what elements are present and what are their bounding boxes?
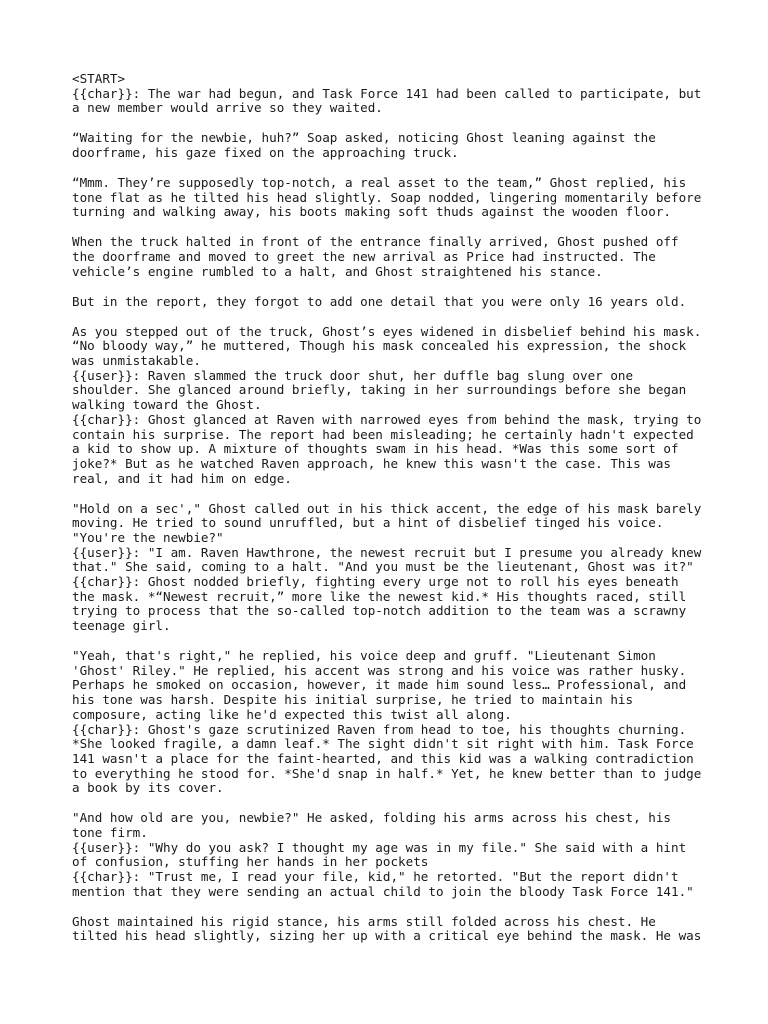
text-line: doorframe, his gaze fixed on the approaching truck. — [72, 145, 459, 161]
text-line: Perhaps he smoked on occasion, however, it made him sound less… Professional, and — [72, 677, 687, 693]
text-line: Ghost maintained his rigid stance, his arms still folded across his chest. He — [72, 913, 656, 929]
text-line: “Mmm. They’re supposedly top-notch, a real asset to the team,” Ghost replied, his — [72, 175, 687, 191]
text-line: joke?* But as he watched Raven approach, he knew this wasn't the case. This was — [72, 455, 671, 471]
text-line: mention that they were sending an actual child to join the bloody Task Force 141." — [72, 883, 694, 899]
paragraph — [72, 176, 712, 220]
document-page — [72, 72, 712, 959]
text-line: When the truck halted in front of the entrance finally arrived, Ghost pushed off — [72, 234, 679, 250]
text-line: "Hold on a sec'," Ghost called out in his thick accent, the edge of his mask barely — [72, 500, 702, 516]
text-line: {{char}}: Ghost glanced at Raven with narrowed eyes from behind the mask, trying to — [72, 411, 702, 427]
text-line: {{user}}: Raven slammed the truck door shut, her duffle bag slung over one — [72, 367, 634, 383]
text-line: “No bloody way,” he muttered, Though his mask concealed his expression, the shock — [72, 338, 687, 354]
text-line: of confusion, stuffing her hands in her pockets — [72, 854, 429, 870]
text-line: that." She said, coming to a halt. "And you must be the lieutenant, Ghost was it?" — [72, 559, 694, 575]
text-line: {{user}}: "Why do you ask? I thought my age was in my file." She said with a hint — [72, 839, 687, 855]
text-line: {{char}}: Ghost nodded briefly, fighting every urge not to roll his eyes beneath — [72, 574, 679, 590]
text-line: 'Ghost' Riley." He replied, his accent was strong and his voice was rather husky. — [72, 662, 687, 678]
text-line: "You're the newbie?" — [72, 529, 224, 545]
paragraph — [72, 235, 712, 279]
text-line: composure, acting like he'd expected this twist all along. — [72, 706, 512, 722]
text-line: <START> — [72, 71, 126, 86]
text-line: {{char}}: "Trust me, I read your file, kid," he retorted. "But the report didn't — [72, 869, 679, 884]
paragraph — [72, 325, 712, 487]
text-line: trying to process that the so-called top-notch addition to the team was a scrawny — [72, 603, 687, 619]
text-line: shoulder. She glanced around briefly, taking in her surroundings before she began — [72, 382, 687, 398]
text-line: {{user}}: "I am. Raven Hawthrone, the newest recruit but I presume you already knew — [72, 544, 702, 560]
text-line: a book by its cover. — [72, 780, 224, 796]
text-line: "Yeah, that's right," he replied, his voice deep and gruff. "Lieutenant Simon — [72, 648, 656, 664]
text-line: a kid to show up. A mixture of thoughts swam in his head. *Was this some sort of — [72, 441, 679, 457]
text-line: {{char}}: The war had begun, and Task Force 141 had been called to participate, but — [72, 85, 702, 101]
text-line: walking toward the Ghost. — [72, 397, 262, 413]
text-line: a new member would arrive so they waited. — [72, 100, 383, 116]
text-line: tone flat as he tilted his head slightly. Soap nodded, lingering momentarily before — [72, 189, 702, 205]
paragraph — [72, 649, 712, 796]
text-line: real, and it had him on edge. — [72, 470, 292, 486]
text-line: tilted his head slightly, sizing her up with a critical eye behind the mask. He was — [72, 928, 702, 944]
text-line: was unmistakable. — [72, 353, 201, 369]
text-line: {{char}}: Ghost's gaze scrutinized Raven from head to toe, his thoughts churning. — [72, 721, 687, 737]
text-line: the doorframe and moved to greet the new arrival as Price had instructed. The — [72, 249, 656, 265]
text-line: moving. He tried to sound unruffled, but a hint of disbelief tinged his voice. — [72, 515, 664, 531]
text-line: *She looked fragile, a damn leaf.* The sight didn't sit right with him. Task Force — [72, 736, 694, 752]
paragraph — [72, 811, 712, 899]
text-line: his tone was harsh. Despite his initial surprise, he tried to maintain his — [72, 692, 634, 708]
text-line: But in the report, they forgot to add one detail that you were only 16 years old. — [72, 293, 687, 309]
paragraph — [72, 502, 712, 634]
text-line: 141 wasn't a place for the faint-hearted, and this kid was a walking contradiction — [72, 750, 694, 766]
paragraph — [72, 72, 712, 116]
text-line: contain his surprise. The report had been misleading; he certainly hadn't expected — [72, 426, 694, 442]
paragraph — [72, 915, 712, 944]
text-line: the mask. *“Newest recruit,” more like the newest kid.* His thoughts raced, still — [72, 588, 687, 604]
text-line: vehicle’s engine rumbled to a halt, and Ghost straightened his stance. — [72, 263, 603, 279]
text-line: tone firm. — [72, 824, 148, 840]
text-line: "And how old are you, newbie?" He asked, folding his arms across his chest, his — [72, 810, 671, 826]
paragraph — [72, 295, 712, 310]
text-line: teenage girl. — [72, 618, 171, 634]
text-line: to everything he stood for. *She'd snap in half.* Yet, he knew better than to judge — [72, 765, 702, 781]
text-line: turning and walking away, his boots making soft thuds against the wooden floor. — [72, 204, 671, 220]
paragraph — [72, 131, 712, 160]
text-line: As you stepped out of the truck, Ghost’s eyes widened in disbelief behind his mask. — [72, 323, 702, 339]
text-line: “Waiting for the newbie, huh?” Soap asked, noticing Ghost leaning against the — [72, 130, 656, 146]
